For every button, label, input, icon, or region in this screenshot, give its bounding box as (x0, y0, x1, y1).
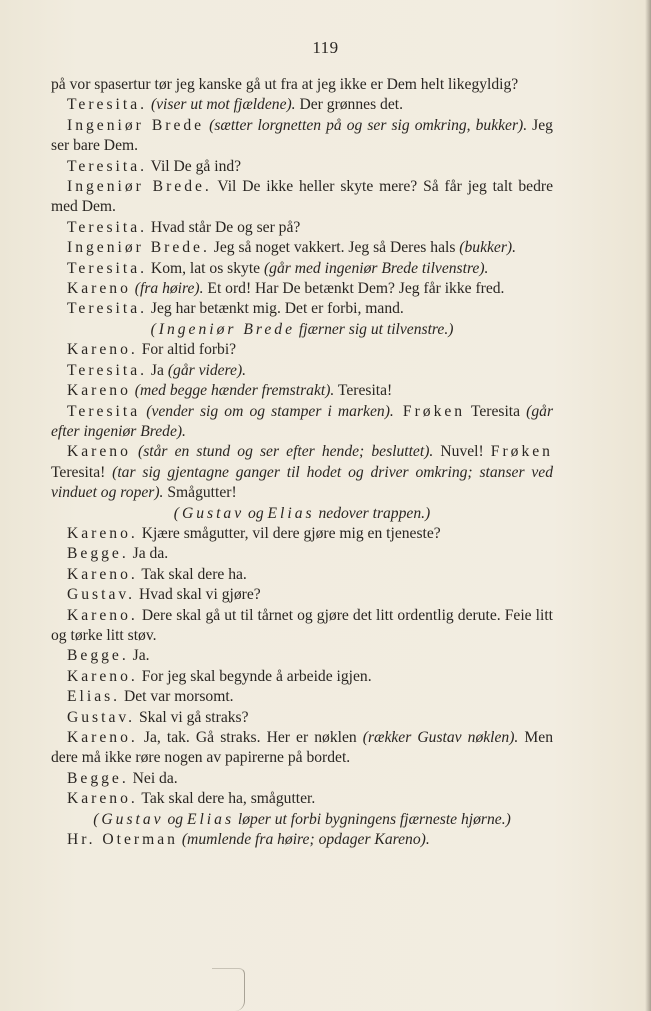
speaker-name: Begge. (67, 647, 129, 665)
stage-direction: nedover trappen.) (314, 504, 431, 522)
dialogue-text: Jeg ser bare Dem. (51, 116, 553, 155)
dialogue-text: Jeg så noget vakkert. Jeg så Deres hals (209, 239, 460, 257)
speaker-name: Kareno. (67, 606, 138, 624)
speaker-name: Kareno (67, 382, 131, 400)
text-line (51, 606, 553, 647)
text-line (51, 402, 553, 443)
speaker-name: Kareno. (67, 565, 138, 583)
stage-direction: (viser ut mot fjældene). (150, 96, 296, 114)
stage-direction-name: (Ingeniør Brede (150, 320, 296, 338)
dialogue-text: Vil De gå ind? (147, 157, 242, 175)
text-line (51, 299, 553, 319)
dialogue-text: Dere skal gå ut til tårnet og gjøre det litt ordentlig derute. Feie litt og tørke litt støv. (51, 606, 553, 644)
speaker-name: Teresita. (67, 300, 148, 318)
stage-direction-name: (Gustav (93, 810, 164, 828)
speaker-name: Kareno. (67, 667, 138, 685)
speaker-name: Hr. Oterman (67, 831, 178, 849)
page-edge-shadow (645, 0, 651, 1011)
speaker-name: Ingeniør Brede (67, 116, 205, 134)
stage-direction: fjærner sig ut tilvenstre.) (295, 320, 454, 338)
stage-direction-line (51, 504, 553, 524)
speaker-name: Begge. (67, 545, 129, 563)
stage-direction-name: (Gustav (173, 504, 245, 522)
stage-direction: (mumlende fra høire; opdager Kareno). (181, 831, 430, 849)
stage-direction: (sætter lorgnetten på og ser sig omkring, bukker). (209, 116, 528, 134)
text-line (51, 769, 553, 789)
dialogue-text: Tak skal dere ha, smågutter. (137, 790, 316, 808)
text-line (51, 75, 553, 95)
text-line (51, 381, 553, 401)
dialogue-text: Ja (147, 361, 168, 379)
dialogue-text: Ja, tak. Gå straks. Her er nøklen (137, 729, 363, 746)
speaker-name: Teresita. (67, 218, 148, 236)
stage-direction-line (51, 810, 553, 830)
text-line (51, 687, 553, 707)
dialogue-text: Tak skal dere ha. (137, 565, 247, 583)
stage-direction-line (51, 320, 553, 340)
dialogue-text: Smågutter! (163, 484, 237, 502)
text-line (51, 95, 553, 115)
stage-direction: løper ut forbi bygningens fjærneste hjørne.) (234, 810, 511, 828)
dialogue-text: Skal vi gå straks? (135, 708, 249, 726)
speaker-name: Kareno. (67, 729, 138, 746)
speaker-name: Teresita. (67, 361, 148, 379)
speaker-name: Teresita. (67, 157, 148, 175)
text-line (51, 789, 553, 809)
text-line (51, 667, 553, 687)
speaker-name: Gustav. (67, 708, 136, 726)
stage-direction: (fra høire). (134, 280, 204, 298)
play-text (51, 75, 553, 850)
dialogue-text: Ja. (128, 647, 150, 665)
text-line (51, 646, 553, 666)
text-line (51, 340, 553, 360)
dialogue-text: Hvad skal vi gjøre? (135, 586, 261, 604)
dialogue-text: Kjære smågutter, vil dere gjøre mig en tjeneste? (137, 524, 441, 542)
dialogue-text: Der grønnes det. (295, 96, 403, 114)
speaker-name: Teresita (67, 402, 141, 420)
dialogue-text: Et ord! Har De betænkt Dem? Jeg får ikke fred. (203, 280, 505, 298)
speaker-name: Kareno (67, 280, 131, 298)
stage-direction: (med begge hænder fremstrakt). (134, 382, 335, 400)
text-line (51, 565, 553, 585)
stage-direction-name: Elias (186, 810, 235, 828)
dialogue-text: Teresita! (51, 463, 113, 481)
dialogue-text: Men dere må ikke røre nogen av papirerne på bordet. (51, 729, 554, 767)
dialogue-text: Hvad står De og ser på? (147, 218, 301, 236)
dialogue-text: Teresita (465, 402, 527, 420)
dialogue-text: Nuvel! (433, 443, 491, 461)
text-line (51, 524, 553, 544)
dialogue-text: For altid forbi? (137, 341, 237, 359)
text-line (51, 279, 553, 299)
stage-direction: (rækker Gustav nøklen). (362, 729, 519, 746)
text-line (51, 442, 553, 503)
stage-direction: (går videre). (167, 361, 247, 379)
text-line (51, 544, 553, 564)
speaker-name: Gustav. (67, 586, 136, 604)
stage-direction: og (244, 504, 268, 522)
stage-direction-name: Elias (267, 504, 315, 522)
stage-direction: og (163, 810, 187, 828)
text-line (51, 238, 553, 258)
speaker-name: Teresita. (67, 259, 148, 277)
dialogue-text: For jeg skal begynde å arbeide igjen. (137, 667, 372, 685)
dialogue-text: Nei da. (128, 769, 178, 787)
stage-direction: (bukker). (459, 239, 517, 257)
dialogue-text: Ja da. (128, 545, 169, 563)
text-line (51, 708, 553, 728)
speaker-name: Kareno. (67, 341, 138, 359)
dialogue-text: Jeg har betænkt mig. Det er forbi, mand. (147, 300, 404, 318)
stage-direction: (vender sig om og stamper i marken). (146, 402, 394, 420)
stage-direction: (tar sig gjentagne ganger til hodet og driver omkring; stanser ved vinduet og roper). (51, 463, 553, 502)
stage-direction: (går med ingeniør Brede tilvenstre). (263, 259, 489, 277)
speaker-name: Kareno. (67, 524, 138, 542)
text-line (51, 116, 553, 157)
speaker-name: Ingeniør Brede. (67, 178, 212, 196)
speaker-name: Kareno (67, 443, 131, 461)
text-line (51, 157, 553, 177)
dialogue-text: Teresita! (334, 382, 393, 400)
text-line (51, 259, 553, 279)
stage-direction: (står en stund og ser efter hende; besluttet). (138, 443, 434, 461)
speaker-name: Elias. (67, 688, 121, 706)
text-line (51, 585, 553, 605)
speaker-name: Teresita. (67, 96, 148, 114)
text-line (51, 361, 553, 381)
dialogue-text: Det var morsomt. (120, 688, 234, 706)
dialogue-text: Kom, lat os skyte (147, 259, 264, 277)
speaker-name: Frøken (393, 402, 466, 420)
speaker-name: Frøken (490, 443, 553, 461)
text-line (51, 218, 553, 238)
speaker-name: Begge. (67, 769, 129, 787)
speaker-name: Kareno. (67, 790, 138, 808)
page-fold-mark (212, 968, 245, 1011)
text-line (51, 830, 553, 850)
speaker-name: Ingeniør Brede. (67, 239, 210, 257)
dialogue-text: Vil De ikke heller skyte mere? Så får jeg talt bedre med Dem. (51, 178, 554, 216)
page-number: 119 (312, 38, 339, 57)
text-line (51, 177, 553, 218)
dialogue-text: på vor spasertur tør jeg kanske gå ut fra at jeg ikke er Dem helt likegyldig? (51, 76, 519, 93)
stage-direction: (går efter ingeniør Brede). (51, 402, 554, 440)
text-line (51, 728, 553, 769)
